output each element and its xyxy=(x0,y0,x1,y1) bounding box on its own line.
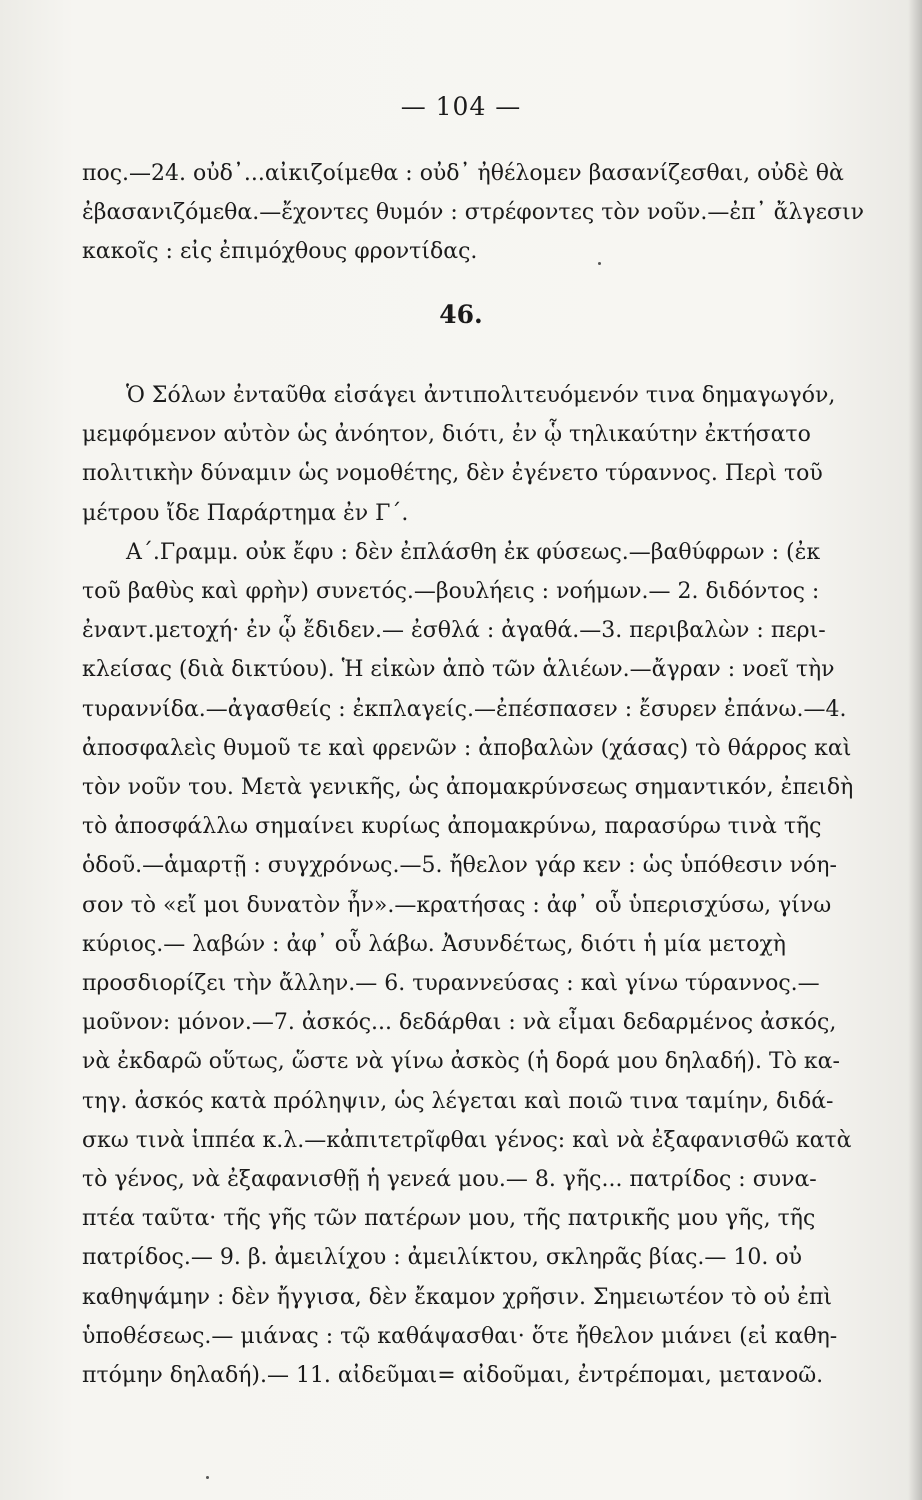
text-line: κύριος.— λαβών : ἀφ᾽ οὗ λάβω. Ἀσυνδέτως, διότι ἡ μία μετοχὴ xyxy=(82,931,786,957)
text-line: τὸ γένος, νὰ ἐξαφανισθῇ ἡ γενεά μου.— 8. γῆς... πατρίδος : συνα- xyxy=(82,1167,817,1193)
text-line: πτόμην δηλαδή).— 11. αἰδεῦμαι= αἰδοῦμαι, ἐντρέπομαι, μετανοῶ. xyxy=(82,1363,824,1389)
text-line: Ὁ Σόλων ἐνταῦθα εἰσάγει ἀντιπολιτευόμενόν τινα δημαγωγόν, xyxy=(126,383,836,408)
text-line: ὁδοῦ.—ἁμαρτῇ : συγχρόνως.—5. ἤθελον γάρ κεν : ὡς ὑπόθεσιν νόη- xyxy=(82,853,837,879)
text-line: ἐβασανιζόμεθα.—ἔχοντες θυμόν : στρέφοντες τὸν νοῦν.—ἐπ᾽ ἄλγεσιν xyxy=(82,200,864,226)
text-line: μέτρου ἴδε Παράρτημα ἐν Γ΄. xyxy=(82,500,409,526)
text-line: σον τὸ «εἴ μοι δυνατὸν ἦν».—κρατήσας : ἀφ᾽ οὗ ὑπερισχύσω, γίνω xyxy=(82,892,832,918)
text-line: Α΄.Γραμμ. οὐκ ἔφυ : δὲν ἐπλάσθη ἐκ φύσεως.—βαθύφρων : (ἐκ xyxy=(126,539,821,565)
text-line: τυραννίδα.—ἀγασθείς : ἐκπλαγείς.—ἐπέσπασεν : ἔσυρεν ἐπάνω.—4. xyxy=(82,696,847,722)
text-line: μεμφόμενον αὐτὸν ὡς ἀνόητον, διότι, ἐν ᾧ τηλικαύτην ἐκτήσατο xyxy=(82,422,811,448)
text-line: σκω τινὰ ἱππέα κ.λ.—κἀπιτετρῖφθαι γένος: καὶ νὰ ἐξαφανισθῶ κατὰ xyxy=(82,1127,852,1153)
print-speck xyxy=(206,1476,209,1479)
text-line: κλείσας (διὰ δικτύου). Ἡ εἰκὼν ἀπὸ τῶν ἁλιέων.—ἄγραν : νοεῖ τὴν xyxy=(82,657,835,683)
text-line: τοῦ βαθὺς καὶ φρὴν) συνετός.—βουλήεις : νοήμων.— 2. διδόντος : xyxy=(82,579,820,605)
text-line: πτέα ταῦτα· τῆς γῆς τῶν πατέρων μου, τῆς πατρικῆς μου γῆς, τῆς xyxy=(82,1206,816,1232)
text-line: τηγ. ἀσκός κατὰ πρόληψιν, ὡς λέγεται καὶ ποιῶ τινα ταμίην, διδά- xyxy=(82,1088,834,1114)
text-line: πος.—24. οὐδ᾽...αἰκιζοίμεθα : οὐδ᾽ ἠθέλομεν βασανίζεσθαι, οὐδὲ θὰ xyxy=(82,161,844,186)
text-line: μοῦνον: μόνον.—7. ἀσκός... δεδάρθαι : νὰ εἶμαι δεδαρμένος ἀσκός, xyxy=(82,1010,837,1036)
text-line: ἀποσφαλεὶς θυμοῦ τε καὶ φρενῶν : ἀποβαλὼν (χάσας) τὸ θάρρος καὶ xyxy=(82,735,852,761)
commentary-text xyxy=(82,376,902,1395)
text-line: νὰ ἐκδαρῶ οὕτως, ὥστε νὰ γίνω ἀσκὸς (ἡ δορά μου δηλαδή). Τὸ κα- xyxy=(82,1049,840,1075)
page-edge-shadow xyxy=(908,0,922,1500)
text-line: κακοῖς : εἰς ἐπιμόχθους φροντίδας. xyxy=(82,239,478,265)
page-number: — 104 — xyxy=(400,92,522,121)
text-line: πατρίδος.— 9. β. ἀμειλίχου : ἀμειλίκτου, σκληρᾶς βίας.— 10. οὐ xyxy=(82,1245,803,1271)
text-line: ὑποθέσεως.— μιάνας : τῷ καθάψασθαι· ὅτε ἤθελον μιάνει (εἰ καθη- xyxy=(82,1323,838,1349)
text-line: τὸ ἀποσφάλλω σημαίνει κυρίως ἀπομακρύνω, παρασύρω τινὰ τῆς xyxy=(82,814,822,840)
intro-text xyxy=(82,154,902,272)
text-line: τὸν νοῦν του. Μετὰ γενικῆς, ὡς ἀπομακρύνσεως σημαντικόν, ἐπειδὴ xyxy=(82,775,854,801)
section-number: 46. xyxy=(439,300,483,329)
text-line: καθηψάμην : δὲν ἤγγισα, δὲν ἔκαμον χρῆσιν. Σημειωτέον τὸ οὐ ἐπὶ xyxy=(82,1284,833,1310)
text-line: προσδιορίζει τὴν ἄλλην.— 6. τυραννεύσας : καὶ γίνω τύραννος.— xyxy=(82,971,820,997)
text-line: ἐναντ.μετοχή· ἐν ᾧ ἔδιδεν.— ἐσθλά : ἀγαθά.—3. περιβαλὼν : περι- xyxy=(82,618,826,644)
text-line: πολιτικὴν δύναμιν ὡς νομοθέτης, δὲν ἐγένετο τύραννος. Περὶ τοῦ xyxy=(82,461,823,487)
print-speck xyxy=(598,262,601,265)
